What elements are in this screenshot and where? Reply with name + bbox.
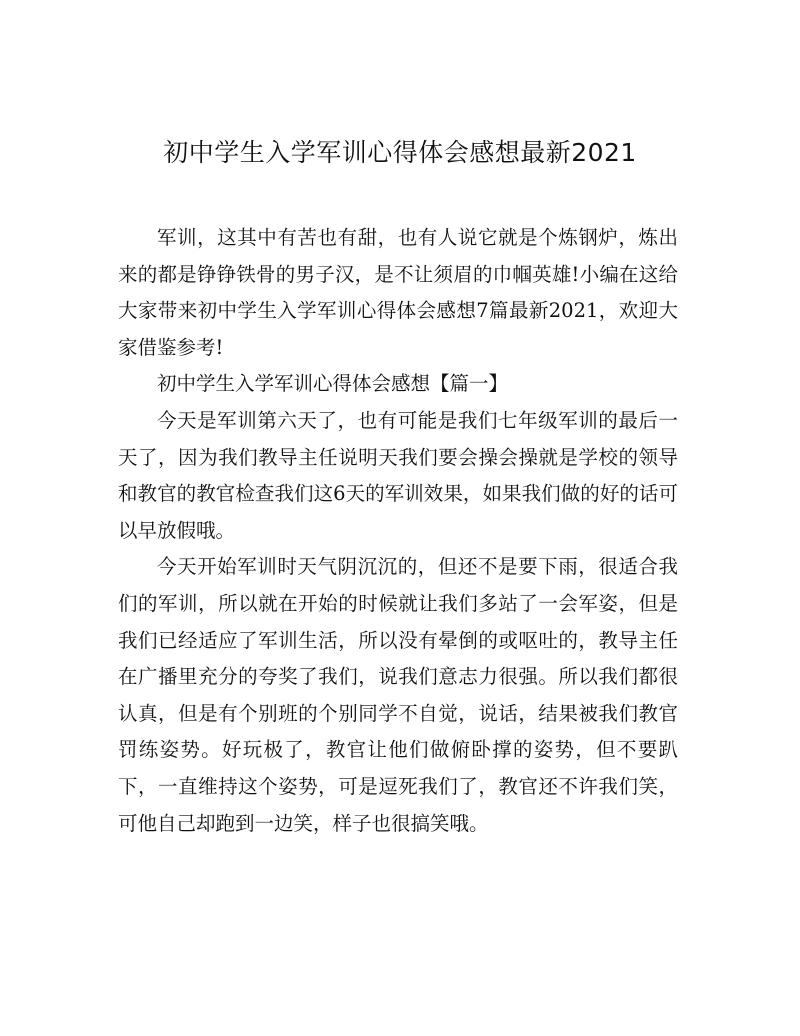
- section-heading: 初中学生入学军训心得体会感想【篇一】: [157, 372, 509, 396]
- body-paragraph: 今天开始军训时天气阴沉沉的，但还不是要下雨，很适合我们的军训，所以就在开始的时候就让我们多站了一会军姿，但是我们已经适应了军训生活，所以没有晕倒的或呕吐的，教导主任在广播里充分的夸奖了我们，说我们意志力很强。所以我们都很认真，但是有个别班的个别同学不自觉，说话，结果被我们教官罚练姿势。好玩极了，教官让他们做俯卧撑的姿势，但不要趴下，一直维持这个姿势，可是逗死我们了，教官还不许我们笑，可他自己却跑到一边笑，样子也很搞笑哦。: [118, 555, 678, 835]
- intro-paragraph: 军训，这其中有苦也有甜，也有人说它就是个炼钢炉，炼出来的都是铮铮铁骨的男子汉，是不让须眉的巾帼英雄!小编在这给大家带来初中学生入学军训心得体会感想7篇最新2021，欢迎大家借鉴参考!: [118, 226, 678, 359]
- document-title: 初中学生入学军训心得体会感想最新2021: [163, 138, 637, 167]
- body-paragraph: 今天是军训第六天了，也有可能是我们七年级军训的最后一天了，因为我们教导主任说明天我们要会操会操就是学校的领导和教官的教官检查我们这6天的军训效果，如果我们做的好的话可以早放假哦。: [118, 408, 678, 542]
- document-body: [118, 220, 678, 842]
